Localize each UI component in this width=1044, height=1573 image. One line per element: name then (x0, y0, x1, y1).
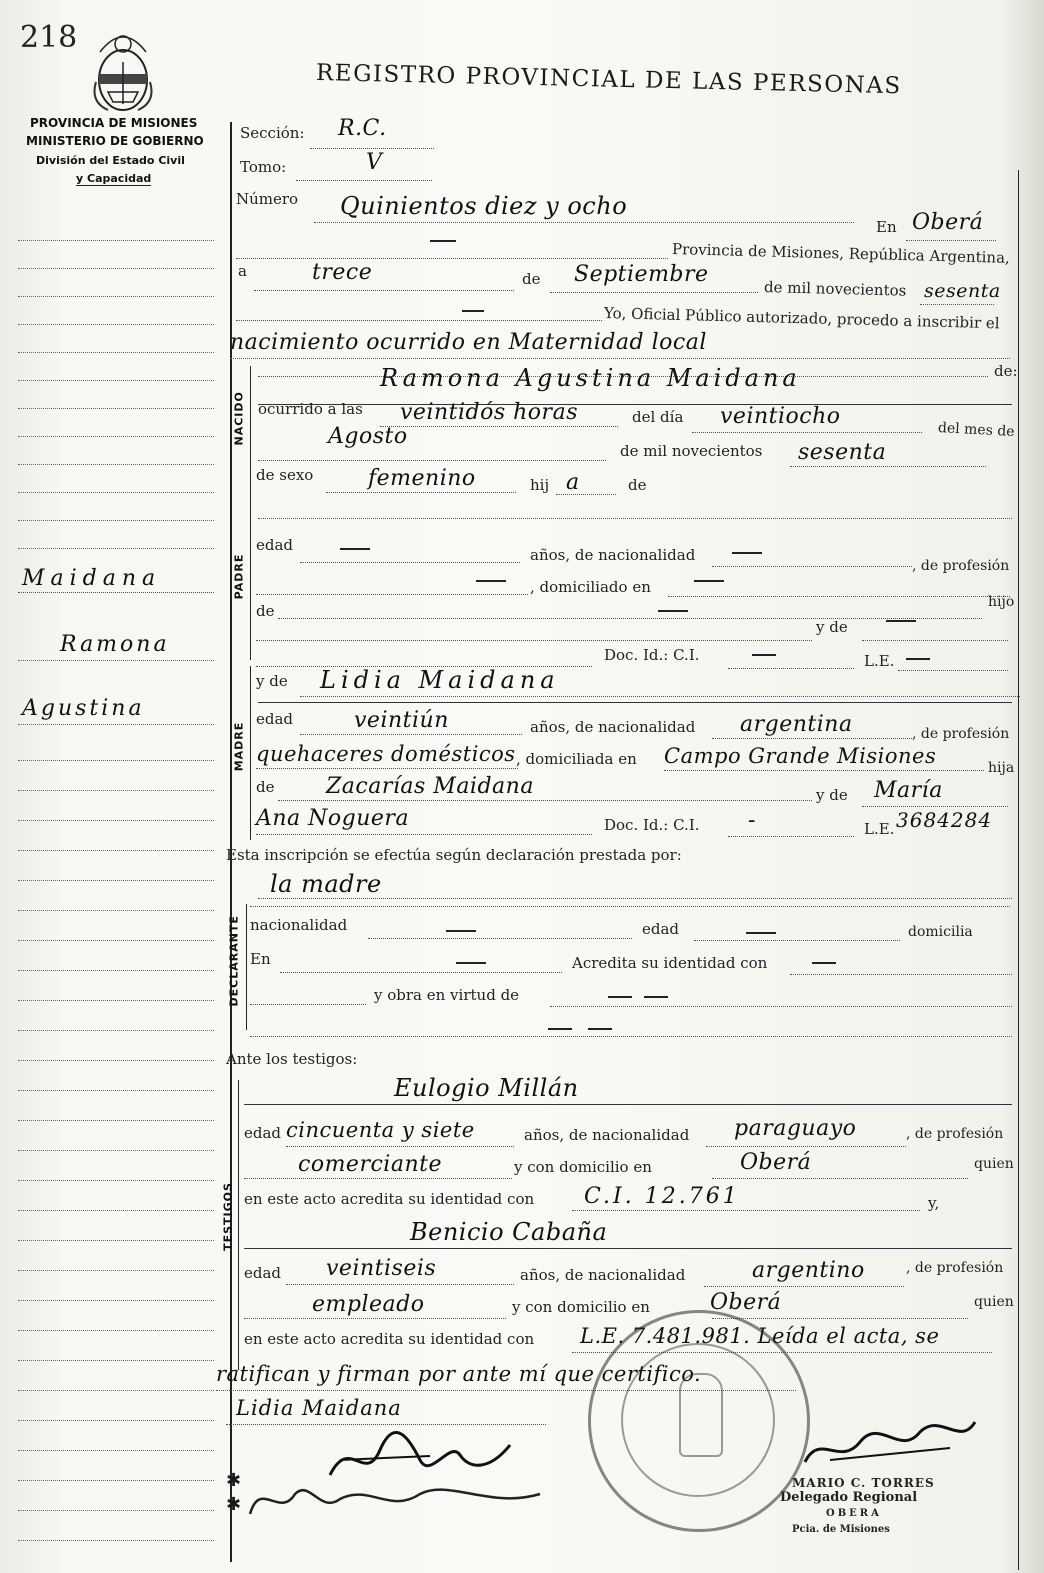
t1-acredita-label: en este acto acredita su identidad con (244, 1190, 535, 1208)
t1-y-label: y, (928, 1194, 940, 1212)
dia-nac-value: veintiocho (720, 404, 841, 429)
madre-prof-label: , de profesión (912, 726, 1010, 742)
org-ministry: MINISTERIO DE GOBIERNO (26, 134, 204, 148)
decl-en-label: En (250, 950, 271, 968)
decl-acredita-label: Acredita su identidad con (572, 954, 768, 972)
page-number: 218 (20, 20, 78, 55)
padre-de-label: de (256, 602, 275, 620)
sexo-label: de sexo (256, 466, 314, 484)
madre-le-value: 3684284 (896, 808, 993, 832)
seccion-label: Sección: (240, 124, 305, 142)
margin-asterisk-2: ✱ (226, 1494, 242, 1515)
testigos-label: Ante los testigos: (226, 1050, 358, 1068)
madre-ci-value: - (748, 808, 756, 833)
anio-value: sesenta (924, 280, 1001, 302)
right-vertical-rule (1018, 170, 1019, 1570)
decl-edad-label: edad (642, 920, 680, 938)
madre-profesion-value: quehaceres domésticos (256, 742, 516, 766)
official-name: MARIO C. TORRES (792, 1476, 935, 1490)
testigo2-doc-value: L.E. 7.481.981. Leída el acta, se (580, 1324, 940, 1348)
decl-domicilia-label: domicilia (908, 924, 973, 940)
hij-label: hij (530, 476, 550, 494)
testigo2-signature-scribble (240, 1474, 560, 1524)
madre-nombre-value: Lidia Maidana (320, 666, 560, 694)
testigo1-edad-value: cincuenta y siete (286, 1118, 475, 1142)
official-province: Pcia. de Misiones (792, 1524, 890, 1535)
document-title: REGISTRO PROVINCIAL DE LAS PERSONAS (315, 60, 902, 100)
madre-domicilio-value: Campo Grande Misiones (664, 744, 937, 768)
margin-asterisk-1: ✱ (226, 1470, 242, 1491)
numero-value: Quinientos diez y ocho (340, 192, 628, 220)
t1-edad-label: edad (244, 1124, 282, 1142)
tomo-value: V (366, 150, 383, 175)
margin-first-name: Ramona (60, 632, 170, 657)
t1-quien-label: quien (974, 1156, 1014, 1172)
cierre-value: ratifican y firman por ante mí que certifico. (216, 1362, 702, 1386)
coat-of-arms-icon (88, 22, 158, 114)
official-title: Delegado Regional (780, 1490, 918, 1505)
testigo2-nombre-value: Benicio Cabaña (410, 1218, 608, 1246)
madre-hija-label: hija (988, 760, 1015, 776)
t2-quien-label: quien (974, 1294, 1014, 1310)
mes-nac-value: Agosto (328, 424, 408, 449)
mes-value: Septiembre (574, 262, 709, 287)
madre-nacionalidad-value: argentina (740, 712, 853, 737)
official-signature-scribble (800, 1412, 980, 1472)
padre-side-label: PADRE (232, 553, 246, 600)
madre-doc-label: Doc. Id.: C.I. (604, 816, 700, 834)
testigo2-nacionalidad-value: argentino (752, 1258, 865, 1283)
madre-y-de-label: y de (256, 672, 288, 690)
provincia-label: Provincia de Misiones, República Argentina, (671, 240, 1011, 267)
madre-padre-value: Zacarías Maidana (326, 774, 534, 799)
testigo1-nacionalidad-value: paraguayo (734, 1116, 857, 1141)
hij-de-label: de (628, 476, 647, 494)
padre-hijo-label: hijo (988, 594, 1015, 610)
madre-y-de2-label: y de (816, 786, 848, 804)
declarante-side-label: DECLARANTE (227, 915, 241, 1007)
padre-edad-label: edad (256, 536, 294, 554)
nombre-value: Ramona Agustina Maidana (380, 364, 801, 392)
hora-value: veintidós horas (400, 400, 578, 425)
de-label: de (522, 270, 541, 288)
testigo2-profesion-value: empleado (312, 1292, 425, 1317)
official-seal-stamp (588, 1310, 810, 1532)
padre-doc-label: Doc. Id.: C.I. (604, 646, 700, 664)
lugar-value: Oberá (912, 210, 984, 235)
t2-acredita-label: en este acto acredita su identidad con (244, 1330, 535, 1348)
inscripcion-de-value: nacimiento ocurrido en Maternidad local (230, 330, 707, 355)
mil-nov-2-label: de mil novecientos (620, 442, 763, 460)
t2-domicilio-label: y con domicilio en (512, 1298, 650, 1316)
dia-value: trece (312, 260, 373, 285)
del-dia-label: del día (632, 408, 684, 426)
padre-nac-label: años, de nacionalidad (530, 546, 696, 564)
testigo1-profesion-value: comerciante (298, 1152, 442, 1177)
tomo-label: Tomo: (240, 158, 287, 176)
de-colon-label: de: (994, 362, 1018, 380)
madre-madre-1-value: María (874, 778, 943, 803)
testigo1-doc-value: C.I. 12.761 (584, 1184, 740, 1209)
margin-line (18, 592, 214, 593)
t2-edad-label: edad (244, 1264, 282, 1282)
testigo1-domicilio-value: Oberá (740, 1150, 812, 1175)
decl-nac-label: nacionalidad (250, 916, 348, 934)
margin-surname: Maidana (22, 566, 162, 591)
seccion-value: R.C. (338, 116, 387, 141)
madre-de-label: de (256, 778, 275, 796)
madre-nac-label: años, de nacionalidad (530, 718, 696, 736)
t2-nac-label: años, de nacionalidad (520, 1266, 686, 1284)
inscripcion-label: Esta inscripción se efectúa según declaración prestada por: (226, 846, 682, 864)
padre-prof-label: , de profesión (912, 558, 1010, 574)
del-mes-label: del mes de (937, 420, 1015, 440)
org-capacity: y Capacidad (76, 172, 152, 185)
madre-madre-2-value: Ana Noguera (256, 806, 410, 831)
t1-domicilio-label: y con domicilio en (514, 1158, 652, 1176)
padre-y-de-label: y de (816, 618, 848, 636)
testigo1-nombre-value: Eulogio Millán (394, 1074, 579, 1102)
yo-oficial-label: Yo, Oficial Público autorizado, procedo a inscribir el (603, 304, 1000, 333)
madre-edad-value: veintiún (354, 708, 449, 733)
t2-prof-label: , de profesión (906, 1260, 1004, 1276)
madre-le-label: L.E. (864, 820, 895, 838)
decl-obra-label: y obra en virtud de (374, 986, 520, 1004)
org-province: PROVINCIA DE MISIONES (30, 116, 198, 130)
org-division: División del Estado Civil (36, 154, 185, 167)
madre-edad-label: edad (256, 710, 294, 728)
madre-domicilio-label: , domiciliada en (516, 750, 637, 768)
madre-side-label: MADRE (232, 721, 246, 772)
testigo2-domicilio-value: Oberá (710, 1290, 782, 1315)
firma-madre-signature: Lidia Maidana (236, 1396, 402, 1420)
testigos-side-label: TESTIGOS (221, 1182, 235, 1251)
margin-middle-name: Agustina (22, 696, 145, 721)
t1-prof-label: , de profesión (906, 1126, 1004, 1142)
t1-nac-label: años, de nacionalidad (524, 1126, 690, 1144)
padre-domicilio-label: , domiciliado en (530, 578, 651, 596)
anio-nac-value: sesenta (798, 440, 887, 465)
official-place: OBERA (826, 1508, 882, 1519)
padre-le-label: L.E. (864, 652, 895, 670)
mil-novecientos-label: de mil novecientos (763, 278, 907, 300)
testigo2-edad-value: veintiseis (326, 1256, 437, 1281)
a-label: a (238, 262, 247, 280)
nacido-side-label: NACIDO (232, 391, 246, 446)
numero-label: Número (236, 190, 299, 208)
ocurrido-label: ocurrido a las (258, 400, 363, 418)
declarante-value: la madre (270, 870, 382, 898)
en-label: En (876, 218, 897, 236)
sexo-value: femenino (368, 466, 476, 491)
hij-suffix-value: a (566, 470, 580, 495)
